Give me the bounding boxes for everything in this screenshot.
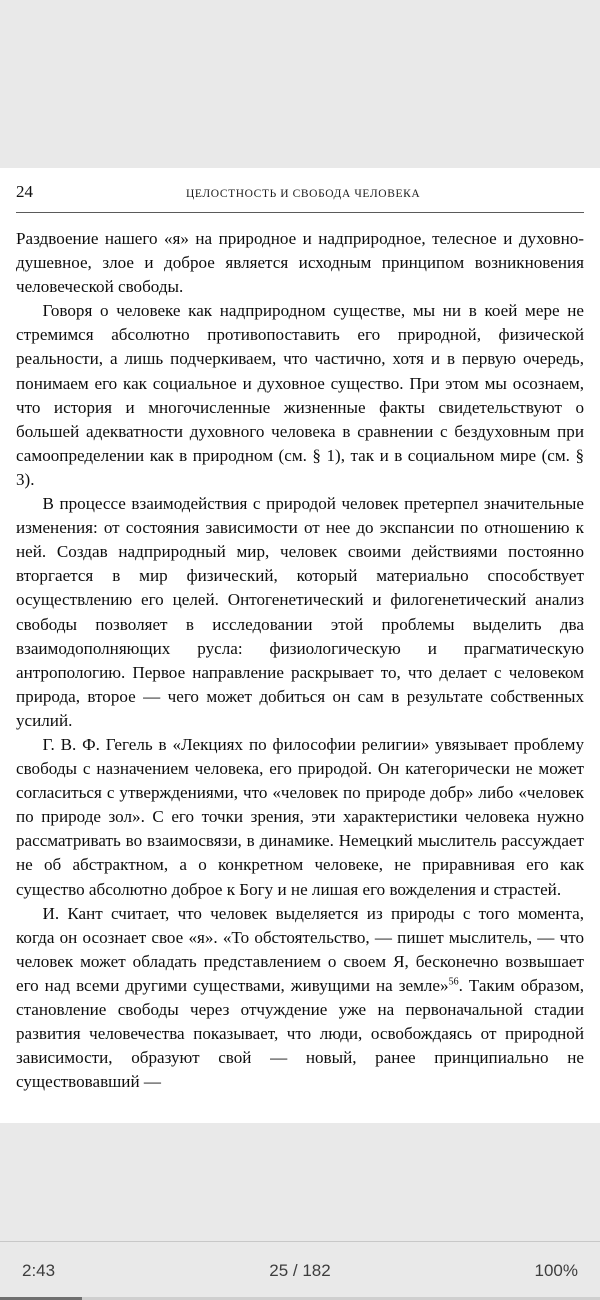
page-body-text [16, 227, 584, 1094]
page-indicator[interactable]: 25 / 182 [269, 1261, 331, 1280]
paragraph: В процессе взаимодействия с природой человек претерпел значительные изменения: от состояния зависимости от нее до экспансии по отношению к ней. Создав надприродный мир, человек своими действиями постоянно вторгается в мир физический, который материально способствует осуществлению его целей. Онтогенетический и филогенетический анализ свободы позволяет в исследовании этой проблемы выделить два взаимодополняющих русла: физиологическую и прагматическую антропологию. Первое направление раскрывает то, что делает с человеком природа, второе — чего может добиться он сам в результате собственных усилий. [16, 494, 584, 730]
page-number-folio: 24 [16, 182, 33, 201]
reader-statusbar [0, 1241, 600, 1300]
running-title: ЦЕЛОСТНОСТЬ И СВОБОДА ЧЕЛОВЕКА [186, 188, 421, 200]
footnote-marker[interactable]: 56 [448, 976, 459, 988]
paragraph: Раздвоение нашего «я» на природное и надприродное, телесное и духовно-душевное, злое и доброе является исходным принципом возникновения человеческой свободы. [16, 229, 584, 297]
page-top-margin [0, 0, 600, 168]
zoom-level-label[interactable]: 100% [534, 1261, 578, 1280]
header-rule [16, 212, 584, 213]
paragraph-with-footnote [16, 902, 584, 1095]
document-page[interactable] [0, 168, 600, 1123]
paragraph: Г. В. Ф. Гегель в «Лекциях по философии религии» увязывает проблему свободы с назначением человека, его природой. Он категорически не может согласиться с утверждениями, что «человек по природе добр» либо «человек по природе зол». С его точки зрения, эти характеристики человека нужно рассматривать во взаимосвязи, в динамике. Немецкий мыслитель рассуждает не об абстрактном, а о конкретном человеке, не приравнивая его как существо абсолютно доброе к Богу и не лишая его вожделения и страстей. [16, 734, 584, 899]
page-header [16, 168, 584, 210]
paragraph: Говоря о человеке как надприродном существе, мы ни в коей мере не стремимся абсолютно противопоставить его природной, физической реальности, а лишь подчеркиваем, что частично, хотя и в первую очередь, понимаем его как социальное и духовное существо. При этом мы осознаем, что история и многочисленные жизненные факты свидетельствуют о большей адекватности духовного человека в сравнении с бездуховным при самоопределении как в природном (см. § 1), так и в социальном мире (см. § 3). [16, 301, 584, 489]
paragraph-lead: И. Кант считает, что человек выделяется из природы с того момента, когда он осознает свое «я». «То обстоятельство, — пишет мыслитель, — что человек может обладать представлением о своем Я, бесконечно возвышает его над всеми другими существами, живущими на земле» [16, 903, 584, 995]
clock-label: 2:43 [22, 1261, 56, 1280]
paragraph-tail: . Таким образом, становление свободы через отчуждение уже на первоначальной стадии развития человечества показывает, что люди, освобождаясь от природной зависимости, образуют свой — новый, ранее принципиально не существовавший — [16, 975, 584, 1092]
